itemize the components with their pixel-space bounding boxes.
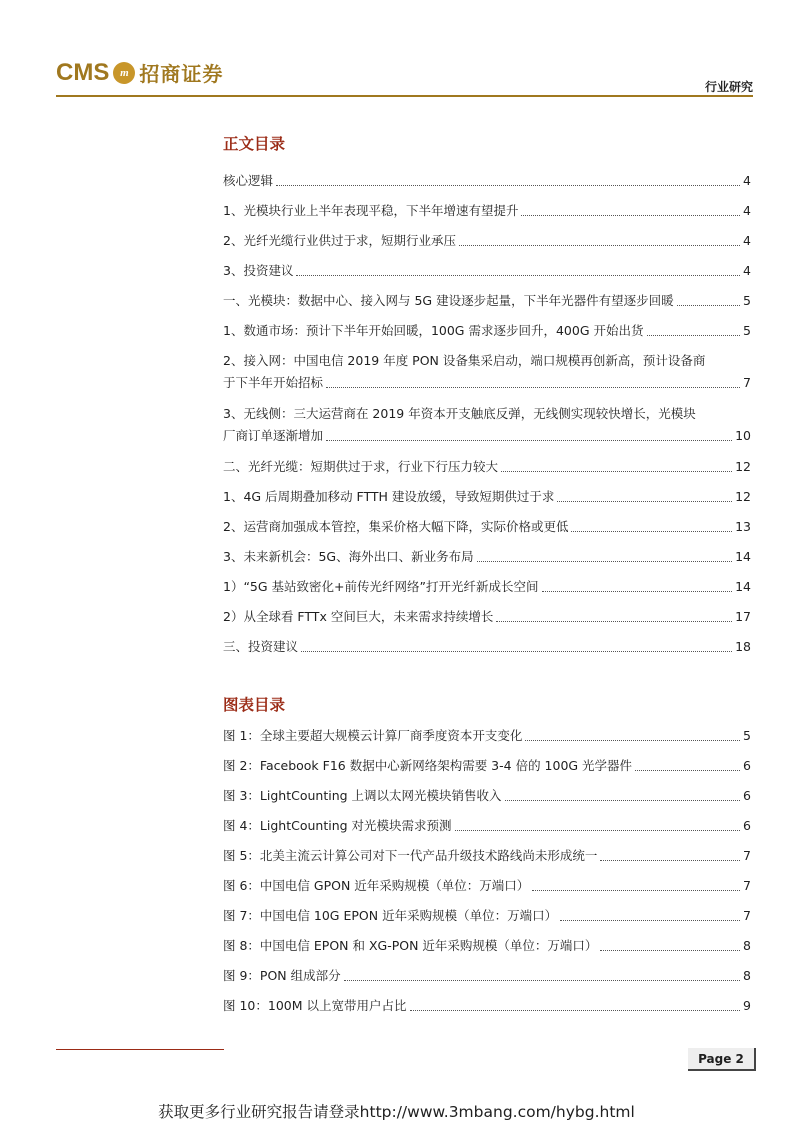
entry-page: 13	[735, 519, 751, 534]
leader-dots	[301, 651, 732, 652]
entry-page: 9	[743, 998, 751, 1013]
figure-entry[interactable]	[223, 785, 751, 807]
leader-dots	[455, 830, 741, 831]
entry-page: 4	[743, 203, 751, 218]
toc-entry[interactable]	[223, 403, 751, 447]
entry-text: 2、光纤光缆行业供过于求，短期行业承压	[223, 233, 456, 248]
header-divider	[56, 95, 753, 97]
entry-text: 图 3：LightCounting 上调以太网光模块销售收入	[223, 788, 502, 803]
figure-entry[interactable]	[223, 815, 751, 837]
entry-page: 18	[735, 639, 751, 654]
entry-text: 1、数通市场：预计下半年开始回暖，100G 需求逐步回升，400G 开始出货	[223, 323, 644, 338]
entry-page: 14	[735, 549, 751, 564]
toc-entry[interactable]	[223, 350, 751, 394]
figure-entry[interactable]	[223, 905, 751, 927]
entry-text-line2: 厂商订单逐渐增加	[223, 428, 324, 443]
toc-entry[interactable]	[223, 260, 751, 282]
toc-entry[interactable]	[223, 456, 751, 478]
figure-entry[interactable]	[223, 965, 751, 987]
entry-text: 二、光纤光缆：短期供过于求，行业下行压力较大	[223, 459, 499, 474]
entry-page: 14	[735, 579, 751, 594]
figure-entry[interactable]	[223, 935, 751, 957]
entry-text: 3、未来新机会：5G、海外出口、新业务布局	[223, 549, 474, 564]
leader-dots	[477, 561, 733, 562]
entry-page: 12	[735, 459, 751, 474]
leader-dots	[521, 215, 740, 216]
leader-dots	[501, 471, 732, 472]
leader-dots	[326, 440, 732, 441]
entry-text: 三、投资建议	[223, 639, 299, 654]
entry-page: 7	[743, 375, 751, 390]
leader-dots	[276, 185, 740, 186]
logo-chinese-name: 招商证券	[139, 62, 224, 86]
toc-entry[interactable]	[223, 576, 751, 598]
entry-text: 1、4G 后周期叠加移动 FTTH 建设放缓，导致短期供过于求	[223, 489, 555, 504]
entry-text: 图 9：PON 组成部分	[223, 968, 341, 983]
entry-text-line2: 于下半年开始招标	[223, 375, 324, 390]
entry-page: 4	[743, 263, 751, 278]
leader-dots	[542, 591, 733, 592]
entry-text: 图 8：中国电信 EPON 和 XG-PON 近年采购规模（单位：万端口）	[223, 938, 598, 953]
entry-page: 6	[743, 818, 751, 833]
entry-page: 4	[743, 233, 751, 248]
toc-entry[interactable]	[223, 320, 751, 342]
leader-dots	[677, 305, 740, 306]
toc-entry[interactable]	[223, 200, 751, 222]
toc-entry[interactable]	[223, 606, 751, 628]
footer-divider	[56, 1049, 224, 1050]
entry-text: 1、光模块行业上半年表现平稳，下半年增速有望提升	[223, 203, 519, 218]
entry-text: 图 6：中国电信 GPON 近年采购规模（单位：万端口）	[223, 878, 530, 893]
leader-dots	[532, 890, 740, 891]
leader-dots	[459, 245, 740, 246]
figure-entry[interactable]	[223, 875, 751, 897]
leader-dots	[296, 275, 740, 276]
toc-entry[interactable]	[223, 290, 751, 312]
leader-dots	[600, 950, 740, 951]
entry-page: 6	[743, 788, 751, 803]
leader-dots	[505, 800, 741, 801]
toc-entry[interactable]	[223, 230, 751, 252]
entry-page: 7	[743, 878, 751, 893]
leader-dots	[647, 335, 741, 336]
leader-dots	[496, 621, 732, 622]
page-number: Page 2	[688, 1048, 756, 1071]
figure-entry[interactable]	[223, 755, 751, 777]
entry-text-line1: 3、无线侧：三大运营商在 2019 年资本开支触底反弹，无线侧实现较快增长，光模块	[223, 406, 696, 421]
figure-entry[interactable]	[223, 995, 751, 1017]
page-header	[56, 50, 753, 100]
report-category: 行业研究	[704, 80, 753, 94]
logo-text: CMS	[56, 58, 110, 86]
leader-dots	[326, 387, 740, 388]
figures-title: 图表目录	[223, 696, 286, 714]
entry-page: 6	[743, 758, 751, 773]
entry-page: 5	[743, 323, 751, 338]
toc-entry[interactable]	[223, 636, 751, 658]
entry-text: 图 10：100M 以上宽带用户占比	[223, 998, 407, 1013]
entry-page: 5	[743, 293, 751, 308]
leader-dots	[525, 740, 740, 741]
leader-dots	[571, 531, 732, 532]
entry-text: 图 7：中国电信 10G EPON 近年采购规模（单位：万端口）	[223, 908, 558, 923]
toc-entry[interactable]	[223, 546, 751, 568]
figure-entry[interactable]	[223, 845, 751, 867]
entry-text: 3、投资建议	[223, 263, 294, 278]
company-logo	[56, 58, 223, 87]
leader-dots	[635, 770, 740, 771]
entry-page: 4	[743, 173, 751, 188]
leader-dots	[557, 501, 732, 502]
toc-title: 正文目录	[223, 135, 286, 153]
entry-text: 一、光模块：数据中心、接入网与 5G 建设逐步起量，下半年光器件有望逐步回暖	[223, 293, 674, 308]
toc-entry[interactable]	[223, 170, 751, 192]
entry-text: 图 5：北美主流云计算公司对下一代产品升级技术路线尚未形成统一	[223, 848, 598, 863]
entry-page: 5	[743, 728, 751, 743]
leader-dots	[410, 1010, 741, 1011]
entry-text: 图 2：Facebook F16 数据中心新网络架构需要 3-4 倍的 100G 光学器件	[223, 758, 633, 773]
toc-entry[interactable]	[223, 516, 751, 538]
entry-page: 12	[735, 489, 751, 504]
entry-text: 核心逻辑	[223, 173, 274, 188]
entry-text: 图 4：LightCounting 对光模块需求预测	[223, 818, 452, 833]
figure-entry[interactable]	[223, 725, 751, 747]
entry-page: 8	[743, 938, 751, 953]
entry-text: 1）“5G 基站致密化+前传光纤网络”打开光纤新成长空间	[223, 579, 539, 594]
leader-dots	[600, 860, 740, 861]
entry-text: 2、运营商加强成本管控，集采价格大幅下降，实际价格或更低	[223, 519, 569, 534]
leader-dots	[560, 920, 740, 921]
entry-text-line1: 2、接入网：中国电信 2019 年度 PON 设备集采启动，端口规模再创新高，预计设备商	[223, 353, 706, 368]
entry-page: 7	[743, 908, 751, 923]
logo-mark-icon: m	[113, 62, 135, 84]
entry-text: 图 1：全球主要超大规模云计算厂商季度资本开支变化	[223, 728, 523, 743]
toc-entry[interactable]	[223, 486, 751, 508]
entry-page: 17	[735, 609, 751, 624]
entry-page: 7	[743, 848, 751, 863]
entry-text: 2）从全球看 FTTx 空间巨大，未来需求持续增长	[223, 609, 494, 624]
entry-page: 8	[743, 968, 751, 983]
footer-link[interactable]: 获取更多行业研究报告请登录http://www.3mbang.com/hybg.html	[158, 1103, 635, 1121]
leader-dots	[344, 980, 740, 981]
entry-page: 10	[735, 428, 751, 443]
